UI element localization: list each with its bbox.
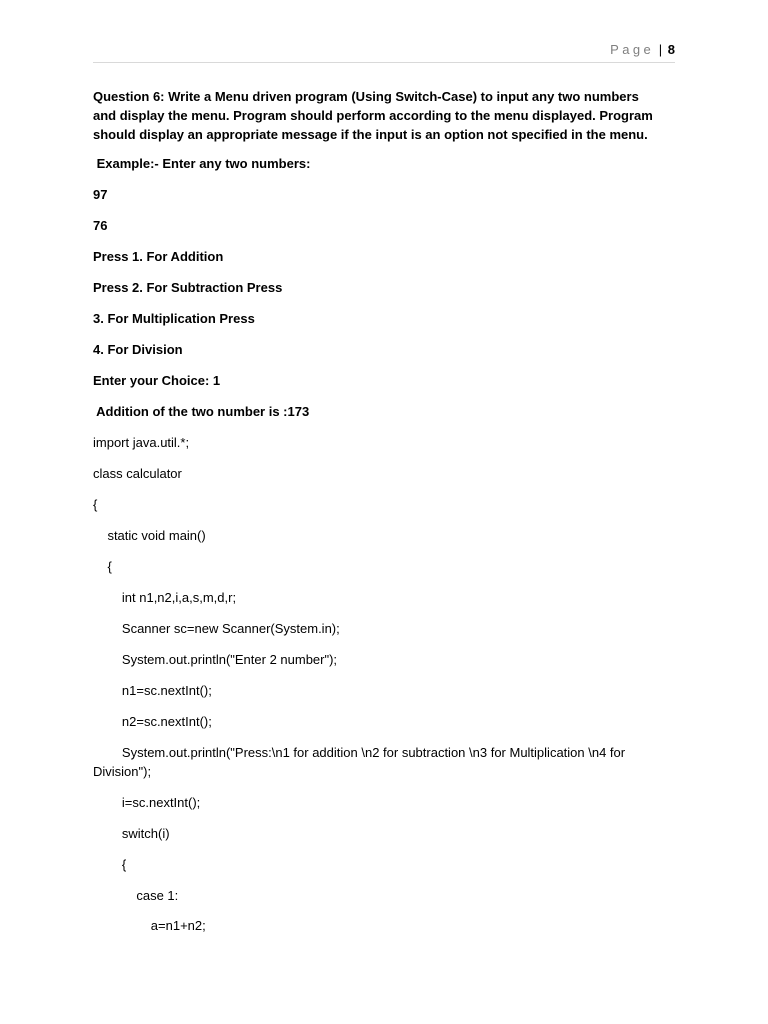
example-line: 4. For Division — [93, 342, 183, 357]
code-line: case 1: — [93, 888, 179, 903]
example-line: 76 — [93, 218, 108, 233]
code-line: i=sc.nextInt(); — [93, 795, 201, 810]
code-line: { — [93, 559, 112, 574]
example-line: Addition of the two number is :173 — [93, 404, 310, 419]
example-line: 97 — [93, 187, 108, 202]
example-line: Press 1. For Addition — [93, 249, 224, 264]
code-line: import java.util.*; — [93, 435, 190, 450]
code-line: System.out.println("Press:\n1 for addition \n2 for subtraction \n3 for Multiplication \n4 for Division"); — [93, 745, 629, 779]
example-line: Enter your Choice: 1 — [93, 373, 221, 388]
code-line: n2=sc.nextInt(); — [93, 714, 212, 729]
page-number: 8 — [667, 42, 675, 57]
code-line: { — [93, 857, 127, 872]
code-line: System.out.println("Enter 2 number"); — [93, 652, 338, 667]
page-separator: | — [658, 42, 663, 57]
code-line: class calculator — [93, 466, 182, 481]
code-line: { — [93, 497, 98, 512]
example-line: 3. For Multiplication Press — [93, 311, 255, 326]
code-line: n1=sc.nextInt(); — [93, 683, 212, 698]
page-header — [93, 42, 675, 63]
page-word: Page — [610, 42, 655, 57]
example-line: Press 2. For Subtraction Press — [93, 280, 283, 295]
code-line: a=n1+n2; — [93, 918, 206, 933]
example-line: Example:- Enter any two numbers: — [93, 156, 311, 171]
code-line: int n1,n2,i,a,s,m,d,r; — [93, 590, 237, 605]
question-text: Question 6: Write a Menu driven program (Using Switch-Case) to input any two numbers and display the menu. Program should perform according to the menu displayed. Program should display an appropriate message if the input is an option not specified in the menu. — [93, 89, 657, 142]
code-line: Scanner sc=new Scanner(System.in); — [93, 621, 340, 636]
code-line: static void main() — [93, 528, 206, 543]
page-number-label — [610, 42, 675, 58]
code-line: switch(i) — [93, 826, 170, 841]
